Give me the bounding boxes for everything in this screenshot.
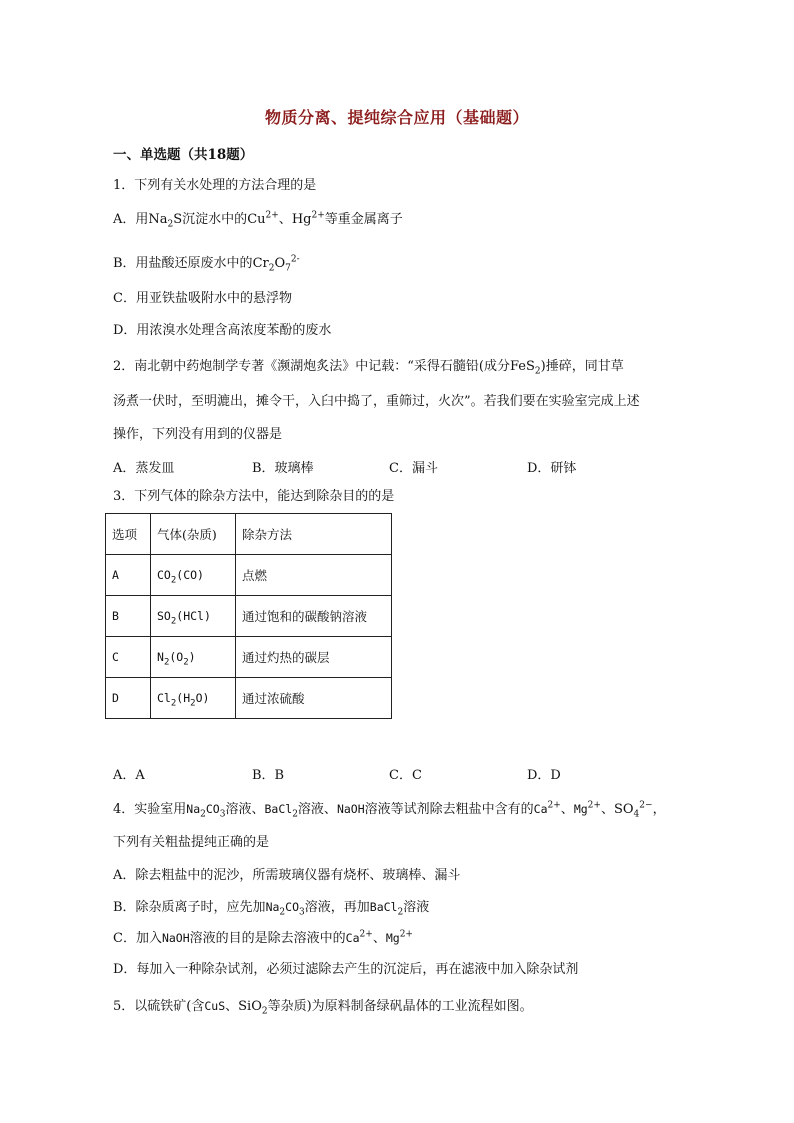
q2-option-c: C．漏斗 xyxy=(389,461,438,476)
q4-option-d: D．每加入一种除杂试剂，必须过滤除去产生的沉淀后，再在滤液中加入除杂试剂 xyxy=(113,962,579,977)
q1-stem: 1．下列有关水处理的方法合理的是 xyxy=(113,178,317,193)
table-cell-option: B xyxy=(106,596,151,637)
table-header-cell: 选项 xyxy=(106,514,151,555)
q1-option-a: A．用$Na_2S$沉淀水中的$Cu^{2+}$、$Hg^{2+}$等重金属离子 xyxy=(113,210,403,230)
table-cell-gas: $Cl_2(H_2O)$ xyxy=(151,678,236,719)
table-row xyxy=(106,637,392,678)
q4-option-c: C．加入NaOH溶液的目的是除去溶液中的$Ca^{2+}$、$Mg^{2+}$ xyxy=(113,929,413,946)
table-header-row xyxy=(106,514,392,555)
table-cell-method: 通过灼热的碳层 xyxy=(236,637,392,678)
table-cell-method: 点燃 xyxy=(236,555,392,596)
table-header-cell: 气体(杂质) xyxy=(151,514,236,555)
table-row xyxy=(106,596,392,637)
q5-stem: 5．以硫铁矿(含CuS、SiO$_2$等杂质)为原料制备绿矾晶体的工业流程如图。 xyxy=(113,999,533,1017)
q1-option-b: B．用盐酸还原废水中的$Cr_2O_7^{2-}$ xyxy=(113,254,300,274)
q2-line-1: 2．南北朝中药炮制学专著《濒湖炮炙法》中记载：“采得石髓铅(成分FeS$_2$)捶碎，同甘草 xyxy=(113,359,624,377)
q1-option-d: D．用浓溴水处理含高浓度苯酚的废水 xyxy=(113,323,332,338)
q4-stem-line-1: 4．实验室用$Na_2CO_3$溶液、BaCl$_2$溶液、NaOH溶液等试剂除去粗盐中含有的$Ca^{2+}$、$Mg^{2+}$、$SO_4^{2-}$， xyxy=(113,800,666,820)
q4-option-b: B．除杂质离子时，应先加$Na_2CO_3$溶液，再加BaCl$_2$溶液 xyxy=(113,900,430,918)
q2-option-b: B．玻璃棒 xyxy=(252,461,314,476)
q3-option-c: C．C xyxy=(389,768,422,783)
table-header-cell: 除杂方法 xyxy=(236,514,392,555)
table-cell-method: 通过饱和的碳酸钠溶液 xyxy=(236,596,392,637)
q4-stem-line-2: 下列有关粗盐提纯正确的是 xyxy=(113,835,270,850)
table-cell-gas: $N_2(O_2)$ xyxy=(151,637,236,678)
q3-stem: 3．下列气体的除杂方法中，能达到除杂目的的是 xyxy=(113,489,395,504)
q4-option-a: A．除去粗盐中的泥沙，所需玻璃仪器有烧杯、玻璃棒、漏斗 xyxy=(113,868,461,883)
q2-option-d: D．研钵 xyxy=(527,461,577,476)
table-cell-option: A xyxy=(106,555,151,596)
q3-option-b: B．B xyxy=(252,768,285,783)
table-cell-gas: $SO_2(HCl)$ xyxy=(151,596,236,637)
table-cell-method: 通过浓硫酸 xyxy=(236,678,392,719)
q2-line-2: 汤煮一伏时，至明漉出，摊令干，入臼中捣了，重筛过，火次”。若我们要在实验室完成上述 xyxy=(113,394,640,409)
q2-line-3: 操作，下列没有用到的仪器是 xyxy=(113,427,283,442)
section-heading: 一、单选题（共18题） xyxy=(113,147,254,163)
q3-option-d: D．D xyxy=(527,768,561,783)
q1-option-c: C．用亚铁盐吸附水中的悬浮物 xyxy=(113,291,292,306)
page-title: 物质分离、提纯综合应用（基础题） xyxy=(264,108,529,127)
table-row xyxy=(106,678,392,719)
q2-option-a: A．蒸发皿 xyxy=(113,461,175,476)
table-cell-option: D xyxy=(106,678,151,719)
table-row xyxy=(106,555,392,596)
q3-table xyxy=(105,513,392,719)
table-cell-gas: $CO_2(CO)$ xyxy=(151,555,236,596)
table-cell-option: C xyxy=(106,637,151,678)
q3-option-a: A．A xyxy=(113,768,145,783)
